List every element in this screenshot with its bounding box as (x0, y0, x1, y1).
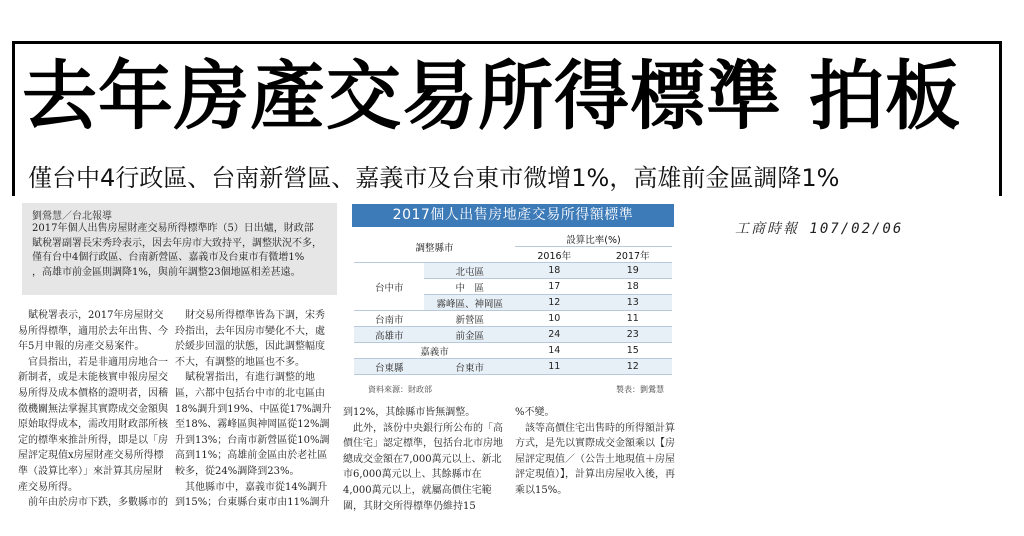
table-value-cell: 24 (515, 327, 593, 343)
byline: 劉鶯慧／台北報導 (32, 211, 112, 222)
table-value-cell: 19 (593, 263, 672, 279)
lead-line: 2017年個人出售房屋財產交易所得標準昨（5）日出爐，財政部 (32, 223, 314, 234)
table-district-cell: 霧峰區、神岡區 (424, 295, 515, 311)
paragraph: 賦稅署表示，2017年房屋財交易所得標準，適用於去年出售、今年5月申報的房產交易案件。 (18, 310, 168, 353)
table-district-cell: 新營區 (424, 311, 515, 327)
table-district-cell: 中 區 (424, 279, 515, 295)
lead-paragraph (32, 222, 324, 280)
article-column-1 (18, 308, 168, 511)
headline-frame-top (12, 41, 1002, 44)
header-2017: 2017年 (593, 247, 672, 263)
table-value-cell: 17 (515, 279, 593, 295)
paragraph: 到12%，其餘縣市皆無調整。 (343, 407, 476, 418)
paragraph: %不變。 (515, 407, 555, 418)
table-city-cell: 高雄市 (354, 327, 424, 343)
data-table (354, 231, 672, 375)
table-value-cell: 23 (593, 327, 672, 343)
article-column-4 (515, 405, 675, 499)
paragraph: 前年由於房市下跌，多數縣市的 (28, 497, 168, 509)
table-title: 2017個人出售房地產交易所得額標準 (352, 204, 674, 227)
paragraph: 該等高價住宅出售時的所得額計算方式，是先以實際成交金額乘以【房屋評定現值／（公告土地現值＋房屋評定現值）】，計算出房屋收入後，再乘以15%。 (515, 422, 675, 496)
table-credit: 製表：劉鶯慧 (616, 385, 664, 394)
income-standard-table (352, 204, 674, 398)
paragraph: 賦稅署指出，有進行調整的地區，六都中包括台中市的北屯區由18%調升到19%、中區從17%調升至18%、霧峰區與神岡區從12%調升到13%；台南市新營區從10%調高到11%；高雄前金區由於老社區較多，從24%調降到23%。 (175, 372, 332, 477)
paragraph: 官員指出，若是非適用房地合一新制者，或是未能核實申報房屋交易所得及成本價格的證明者，因稽徵機關無法掌握其實際成交金額與原始取得成本，需改用財政部所核定的標準來推計所得，即是以「房屋評定現值x房屋財產交易所得標準（設算比率）」來計算其房屋財產交易所得。 (18, 356, 168, 493)
table-value-cell: 14 (515, 343, 593, 359)
table-value-cell: 12 (593, 359, 672, 375)
header-2016: 2016年 (515, 247, 593, 263)
table-value-cell: 10 (515, 311, 593, 327)
lead-line: ，高雄市前金區則調降1%，與前年調整23個地區相差甚遠。 (32, 266, 301, 278)
article-column-2 (175, 308, 333, 511)
table-value-cell: 18 (593, 279, 672, 295)
table-value-cell: 18 (515, 263, 593, 279)
table-district-cell: 北屯區 (424, 263, 515, 279)
paragraph: 此外，該份中央銀行所公布的「高價住宅」認定標準，包括台北市房地總成交金額在7,000萬元以上、新北市6,000萬元以上、其餘縣市在4,000萬元以上，就屬高價住宅範圍，其財交所得標準仍維持15 (343, 422, 503, 512)
table-source: 資料來源：財政部 (368, 385, 432, 394)
header-city: 調整縣市 (354, 231, 515, 263)
table-value-cell: 12 (515, 295, 593, 311)
paragraph: 其他縣市中，嘉義市從14%調升到15%；台東縣台東市由11%調升 (175, 481, 330, 509)
table-city-cell: 嘉義市 (354, 343, 515, 359)
subheadline: 僅台中4行政區、台南新營區、嘉義市及台東市微增1%，高雄前金區調降1% (28, 164, 840, 192)
headline-frame-left (12, 41, 15, 196)
table-district-cell: 台東市 (424, 359, 515, 375)
headline-frame-right (999, 41, 1002, 196)
paragraph: 財交易所得標準皆為下調，宋秀玲指出，去年因房市變化不大，處於緩步回溫的狀態，因此調整幅度不大，有調整的地區也不多。 (175, 310, 325, 368)
header-rate: 設算比率(%) (515, 231, 672, 247)
table-value-cell: 11 (593, 311, 672, 327)
table-value-cell: 13 (593, 295, 672, 311)
headline: 去年房產交易所得標準 拍板 (22, 52, 962, 140)
lead-line: 僅有台中4個行政區、台南新營區、嘉義市及台東市有微增1% (32, 252, 305, 263)
table-city-cell: 台東縣 (354, 359, 424, 375)
article-column-3 (343, 405, 503, 514)
lead-line: 賦稅署副署長宋秀玲表示，因去年房市大致持平，調整狀況不多， (32, 237, 322, 249)
table-value-cell: 15 (593, 343, 672, 359)
table-city-cell: 台中市 (354, 263, 424, 311)
newspaper-source-date: 工商時報 107/02/06 (735, 221, 904, 237)
table-city-cell: 台南市 (354, 311, 424, 327)
table-value-cell: 11 (515, 359, 593, 375)
table-district-cell: 前金區 (424, 327, 515, 343)
